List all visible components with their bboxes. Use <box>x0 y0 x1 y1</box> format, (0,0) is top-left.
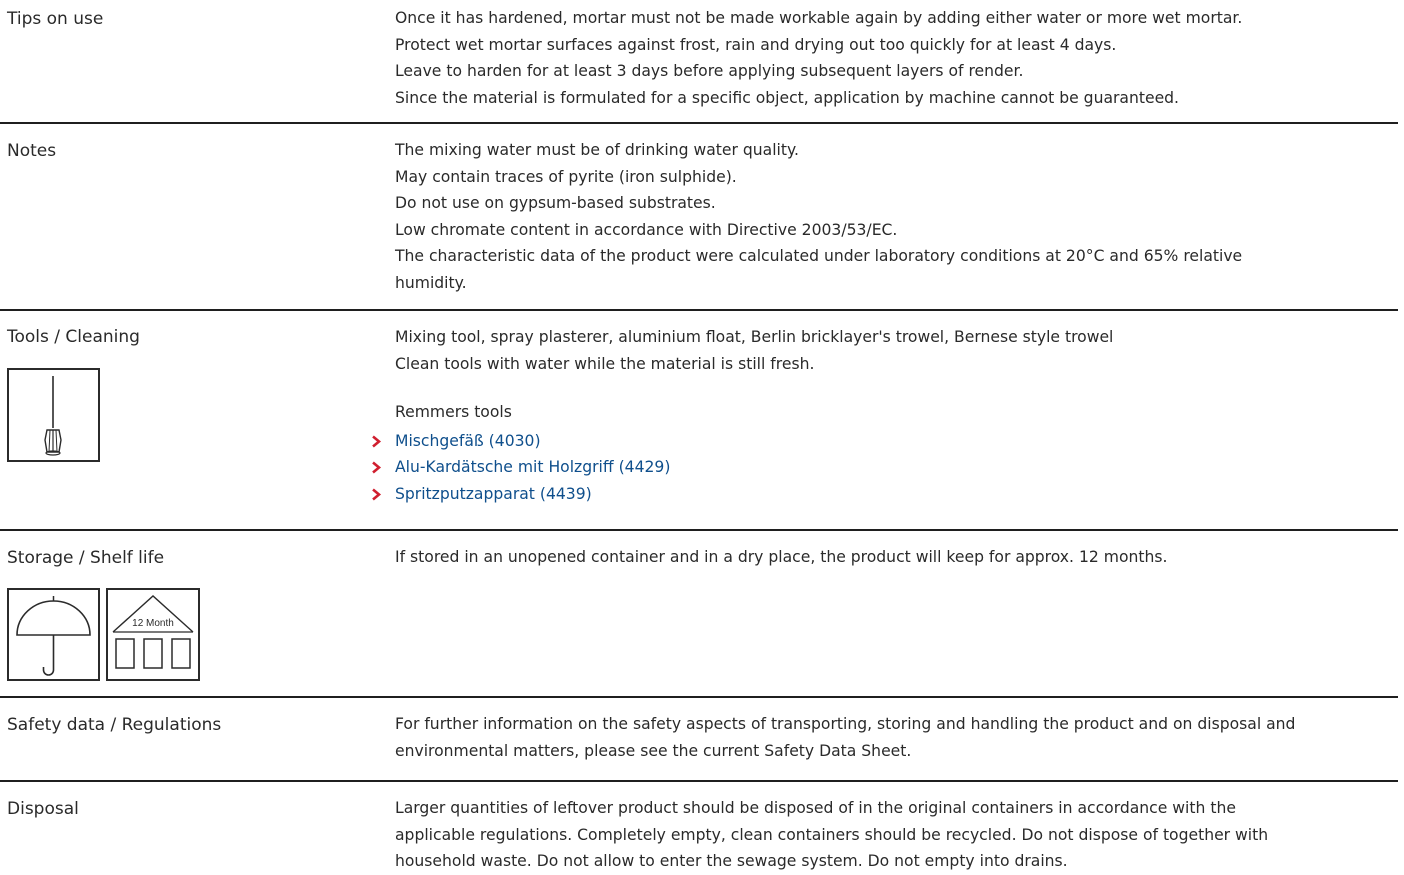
section-content <box>395 544 1395 571</box>
section-divider <box>0 122 1398 124</box>
text-line: household waste. Do not allow to enter the sewage system. Do not empty into drains. <box>395 852 1068 870</box>
mixing-tool-icon <box>7 368 100 462</box>
tool-link-mischgefaess[interactable]: Mischgefäß (4030) <box>395 431 541 450</box>
text-line: Once it has hardened, mortar must not be made workable again by adding either water or more wet mortar. <box>395 9 1243 27</box>
text-line: The mixing water must be of drinking water quality. <box>395 141 799 159</box>
section-divider <box>0 529 1398 531</box>
section-content <box>395 5 1395 111</box>
text-line: humidity. <box>395 273 467 292</box>
section-label: Tools / Cleaning <box>7 327 140 347</box>
umbrella-icon <box>7 588 100 681</box>
list-item <box>395 481 1395 508</box>
text-line: Larger quantities of leftover product should be disposed of in the original containers in accordance with the <box>395 799 1236 817</box>
section-label: Notes <box>7 141 57 161</box>
text-line: May contain traces of pyrite (iron sulphide). <box>395 167 737 186</box>
chevron-right-icon <box>371 488 382 501</box>
text-line: For further information on the safety aspects of transporting, storing and handling the product and on disposal and <box>395 715 1296 733</box>
tool-link-spritzputzapparat[interactable]: Spritzputzapparat (4439) <box>395 484 592 503</box>
text-line: If stored in an unopened container and in a dry place, the product will keep for approx. 12 months. <box>395 548 1168 566</box>
section-divider <box>0 309 1398 311</box>
section-content <box>395 711 1395 764</box>
storage-icon-text: 12 Month <box>132 618 174 629</box>
text-line: environmental matters, please see the current Safety Data Sheet. <box>395 741 912 760</box>
text-line: Leave to harden for at least 3 days before applying subsequent layers of render. <box>395 62 1024 80</box>
text-line: The characteristic data of the product were calculated under laboratory conditions at 20°C and 65% relative <box>395 247 1243 265</box>
section-content <box>395 795 1395 875</box>
text-line: Since the material is formulated for a specific object, application by machine cannot be guaranteed. <box>395 88 1180 107</box>
section-label: Tips on use <box>7 9 104 29</box>
section-label: Safety data / Regulations <box>7 715 222 735</box>
text-line: Do not use on gypsum-based substrates. <box>395 194 716 212</box>
text-line: applicable regulations. Completely empty, clean containers should be recycled. Do not dispose of together with <box>395 825 1269 844</box>
chevron-right-icon <box>371 461 382 474</box>
list-item <box>395 428 1395 455</box>
text-line: Clean tools with water while the material is still fresh. <box>395 354 815 373</box>
section-divider <box>0 696 1398 698</box>
list-item <box>395 454 1395 481</box>
section-label: Storage / Shelf life <box>7 548 165 568</box>
text-line: Low chromate content in accordance with Directive 2003/53/EC. <box>395 220 898 239</box>
section-content <box>395 324 1395 507</box>
chevron-right-icon <box>371 435 382 448</box>
section-content <box>395 137 1395 296</box>
storage-12-months-icon <box>106 588 200 681</box>
section-divider <box>0 780 1398 782</box>
tool-links-list <box>395 428 1395 508</box>
tools-heading: Remmers tools <box>395 403 512 421</box>
text-line: Mixing tool, spray plasterer, aluminium float, Berlin bricklayer's trowel, Bernese style trowel <box>395 328 1114 346</box>
tool-link-alu-kardaetsche[interactable]: Alu-Kardätsche mit Holzgriff (4429) <box>395 458 671 476</box>
text-line: Protect wet mortar surfaces against frost, rain and drying out too quickly for at least 4 days. <box>395 35 1117 54</box>
section-label: Disposal <box>7 799 79 819</box>
